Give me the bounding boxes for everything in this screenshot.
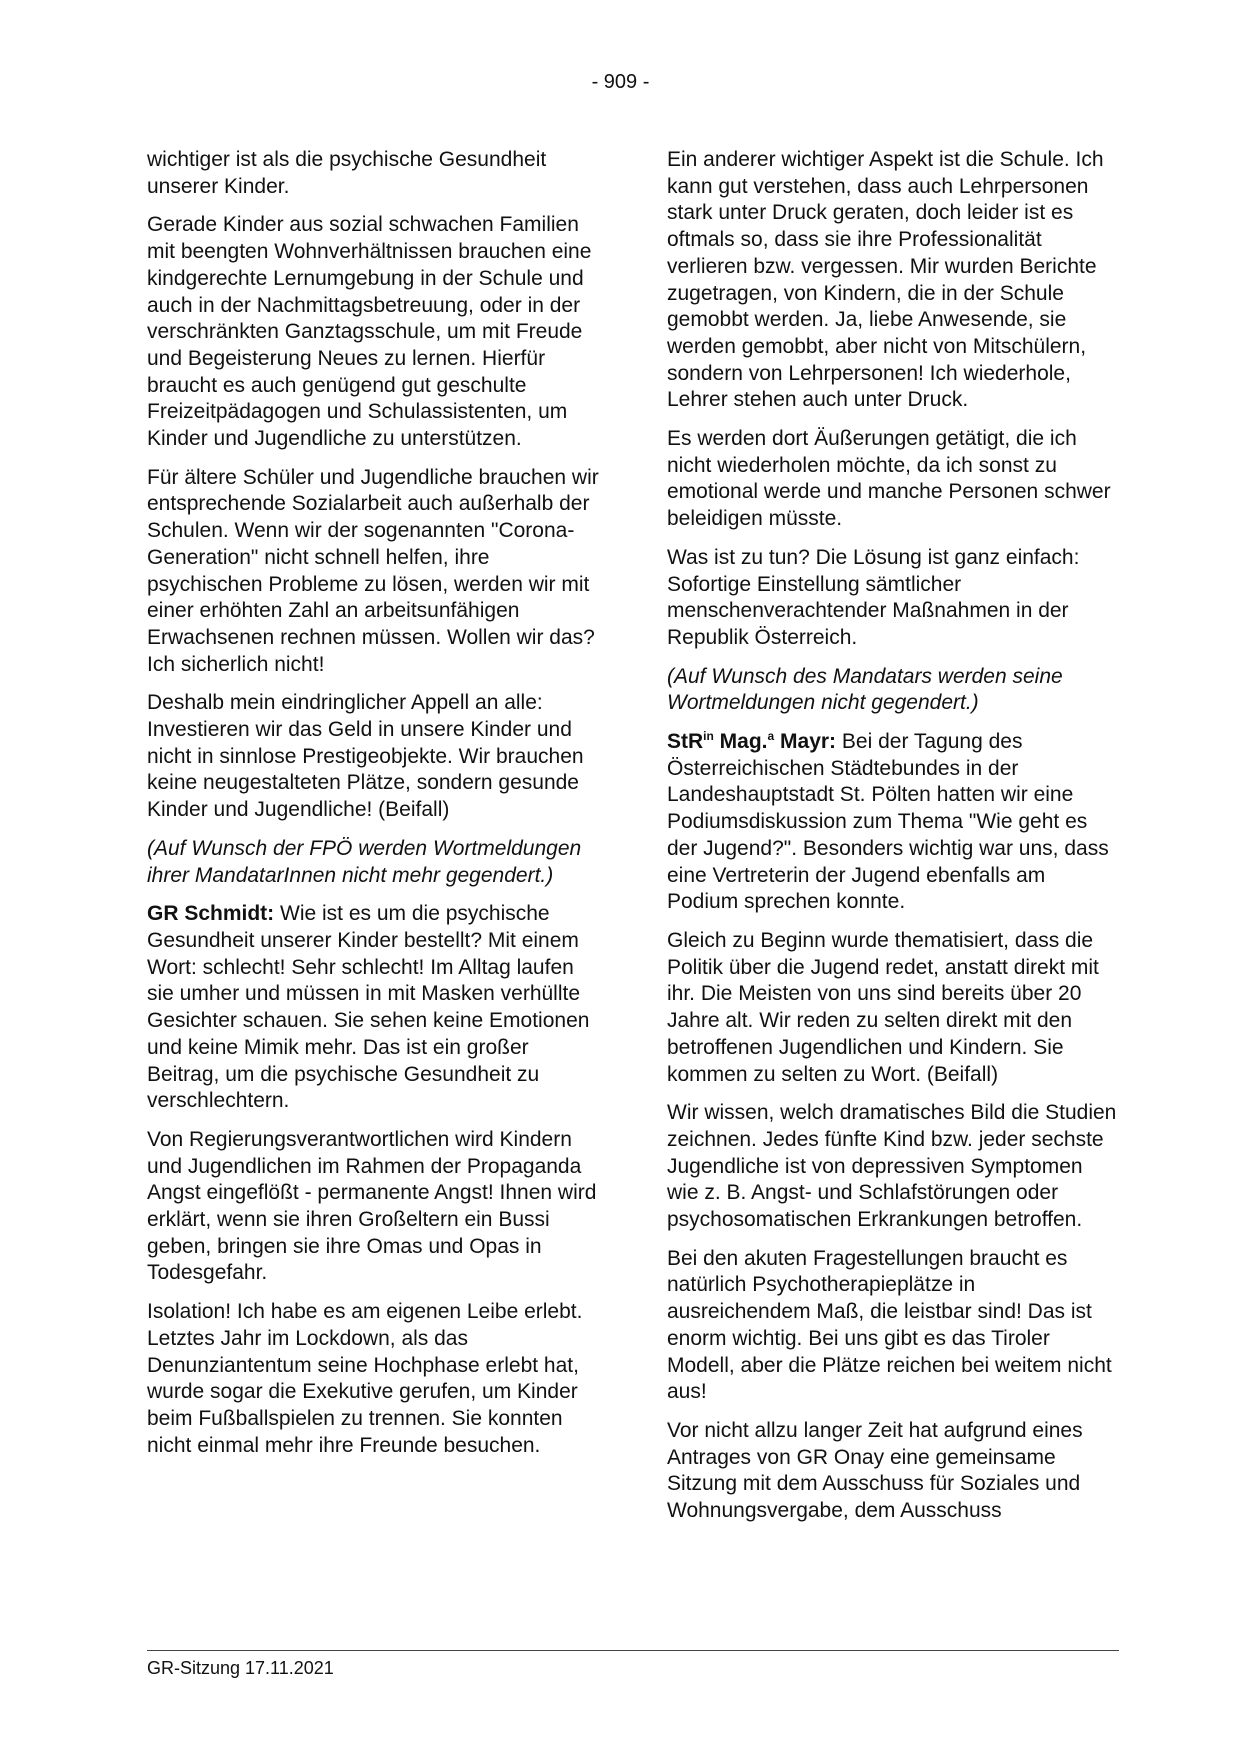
editorial-note: (Auf Wunsch der FPÖ werden Wortmeldungen ihrer MandatarInnen nicht mehr gegendert.) [147, 836, 582, 887]
footer-divider [147, 1650, 1119, 1651]
paragraph: Es werden dort Äußerungen getätigt, die ich nicht wiederholen möchte, da ich sonst zu emotional werde und manche Personen schwer beleidigen müsste. [667, 427, 1111, 531]
speaker-name: GR Schmidt: [147, 902, 275, 926]
paragraph: Isolation! Ich habe es am eigenen Leibe erlebt. Letztes Jahr im Lockdown, als das Denunziantentum seine Hochphase erlebt hat, wurde sogar die Exekutive gerufen, um Kinder beim Fußballspielen zu trennen. Sie konnten nicht einmal mehr ihre Freunde besuchen. [147, 1300, 583, 1457]
speech-text: Wie ist es um die psychische Gesundheit unserer Kinder bestellt? Mit einem Wort: schlecht! Sehr schlecht! Im Alltag laufen sie umher und müssen in mit Masken verhüllte Gesichter schauen. Sie sehen keine Emotionen und keine Mimik mehr. Das ist ein großer Beitrag, um die psychische Gesundheit zu verschlechtern. [147, 902, 590, 1113]
paragraph: Deshalb mein eindringlicher Appell an alle: Investieren wir das Geld in unsere Kinder und nicht in sinnlose Prestigeobjekte. Wir brauchen keine neugestalteten Plätze, sondern gesunde Kinder und Jugendliche! (Beifall) [147, 691, 584, 822]
paragraph: Wir wissen, welch dramatisches Bild die Studien zeichnen. Jedes fünfte Kind bzw. jeder sechste Jugendliche ist von depressiven Symptomen wie z. B. Angst- und Schlafstörungen oder psychosomatischen Erkrankungen betroffen. [667, 1101, 1117, 1232]
speech-paragraph [147, 901, 599, 1115]
paragraph: Bei den akuten Fragestellungen braucht es natürlich Psychotherapieplätze in ausreichendem Maß, die leistbar sind! Das ist enorm wichtig. Bei uns gibt es das Tiroler Modell, aber die Plätze reichen bei weitem nicht aus! [667, 1246, 1112, 1404]
speech-paragraph [667, 729, 1119, 916]
footer-session-date: GR-Sitzung 17.11.2021 [147, 1658, 334, 1678]
paragraph: Gerade Kinder aus sozial schwachen Familien mit beengten Wohnverhältnissen brauchen eine kindgerechte Lernumgebung in der Schule und auch in der Nachmittagsbetreuung, oder in der verschränkten Ganztagsschule, um mit Freude und Begeisterung Neues zu lernen. Hierfür braucht es auch genügend gut geschulte Freizeitpädagogen und Schulassistenten, um Kinder und Jugendliche zu unterstützen. [147, 213, 592, 451]
right-column [667, 147, 1119, 1537]
speaker-name: StR$^{in}$ Mag.$^a$ Mayr: [667, 729, 837, 754]
paragraph: Für ältere Schüler und Jugendliche brauchen wir entsprechende Sozialarbeit auch außerhalb der Schulen. Wenn wir der sogenannten "Corona-Generation" nicht schnell helfen, ihre psychischen Probleme zu lösen, werden wir mit einer erhöhten Zahl an arbeitsunfähigen Erwachsenen rechnen müssen. Wollen wir das? Ich sicherlich nicht! [147, 465, 599, 676]
paragraph: Vor nicht allzu langer Zeit hat aufgrund eines Antrages von GR Onay eine gemeinsame Sitzung mit dem Ausschuss für Soziales und Wohnungsvergabe, dem Ausschuss [667, 1418, 1083, 1523]
paragraph: Von Regierungsverantwortlichen wird Kindern und Jugendlichen im Rahmen der Propaganda Angst eingeflößt - permanente Angst! Ihnen wird erklärt, wenn sie ihren Großeltern ein Bussi geben, bringen sie ihre Omas und Opas in Todesgefahr. [147, 1127, 597, 1285]
speech-text: Bei der Tagung des Österreichischen Städtebundes in der Landeshauptstadt St. Pölten hatten wir eine Podiumsdiskussion zum Thema "Wie geht es der Jugend?". Besonders wichtig war uns, dass eine Vertreterin der Jugend ebenfalls am Podium sprechen konnte. [667, 730, 1109, 914]
paragraph: Ein anderer wichtiger Aspekt ist die Schule. Ich kann gut verstehen, dass auch Lehrpersonen stark unter Druck geraten, doch leider ist es oftmals so, dass sie ihre Professionalität verlieren bzw. vergessen. Mir wurden Berichte zugetragen, von Kindern, die in der Schule gemobbt werden. Ja, liebe Anwesende, sie werden gemobbt, aber nicht von Mitschülern, sondern von Lehrpersonen! Ich wiederhole, Lehrer stehen auch unter Druck. [667, 148, 1104, 412]
paragraph: wichtiger ist als die psychische Gesundheit unserer Kinder. [147, 148, 547, 198]
paragraph: Was ist zu tun? Die Lösung ist ganz einfach: Sofortige Einstellung sämtlicher menschenverachtender Maßnahmen in der Republik Österreich. [667, 545, 1080, 649]
editorial-note: (Auf Wunsch des Mandatars werden seine Wortmeldungen nicht gegendert.) [667, 664, 1063, 715]
page-number: - 909 - [591, 71, 650, 93]
left-column [147, 147, 599, 1471]
paragraph: Gleich zu Beginn wurde thematisiert, dass die Politik über die Jugend redet, anstatt direkt mit ihr. Die Meisten von uns sind bereits über 20 Jahre alt. Wir reden zu selten direkt mit den betroffenen Jugendlichen und Kindern. Sie kommen zu selten zu Wort. (Beifall) [667, 928, 1099, 1086]
